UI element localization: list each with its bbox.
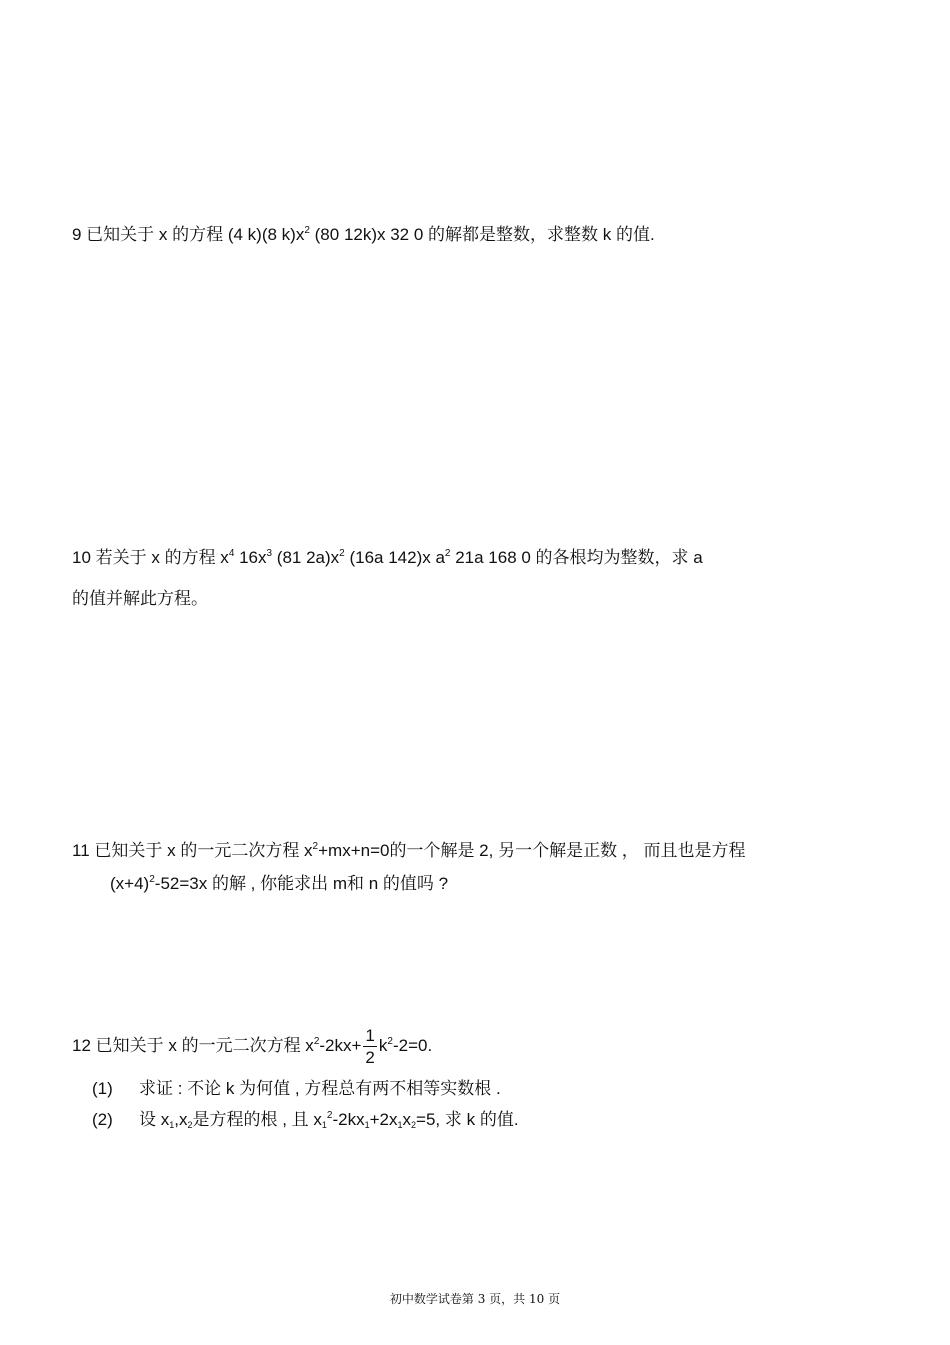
question-10-line-2 bbox=[72, 590, 208, 607]
q11-text-a: 11 已知关于 x 的一元二次方程 x bbox=[72, 841, 313, 860]
q12-text-c: k bbox=[378, 1035, 388, 1055]
q10-exp-1: 4 bbox=[228, 548, 235, 559]
question-12-part-1 bbox=[92, 1080, 501, 1097]
q12-part2-text-d: -2kx bbox=[332, 1110, 365, 1129]
q10-text-e: 21a 168 0 的各根均为整数，求 a bbox=[450, 548, 703, 567]
q12-part1-text: 求证 : 不论 k 为何值 , 方程总有两不相等实数根 . bbox=[139, 1079, 501, 1098]
q12-part2-text-g: x bbox=[402, 1110, 412, 1129]
q12-text-b: -2kx+ bbox=[319, 1035, 362, 1055]
question-10 bbox=[72, 549, 703, 566]
q12-fraction-denominator: 2 bbox=[365, 1048, 375, 1067]
q11-exp-1: 2 bbox=[312, 841, 319, 852]
q9-text-a: 9 已知关于 x 的方程 (4 k)(8 k)x bbox=[72, 225, 305, 244]
q12-part2-text-b: ,x bbox=[174, 1110, 188, 1129]
q12-part2-text-c: 是方程的根 , 且 x bbox=[192, 1110, 322, 1129]
q10-text-d: (16a 142)x a bbox=[344, 548, 445, 567]
q12-part1-number: (1) bbox=[92, 1079, 113, 1098]
q12-part2-sub-4: 1 bbox=[364, 1120, 370, 1130]
q12-exp-2: 2 bbox=[387, 1035, 393, 1047]
question-9 bbox=[72, 226, 655, 243]
page-footer bbox=[0, 1293, 950, 1305]
question-12-part-2 bbox=[92, 1111, 519, 1128]
q12-exp-1: 2 bbox=[313, 1035, 320, 1047]
q12-text-a: 12 已知关于 x 的一元二次方程 x bbox=[72, 1035, 314, 1055]
q12-part2-exp: 2 bbox=[326, 1110, 333, 1121]
q10-text-b: 16x bbox=[234, 548, 267, 567]
question-11 bbox=[72, 842, 746, 859]
q9-exponent: 2 bbox=[304, 225, 310, 236]
q12-part2-text-h: =5, 求 k 的值. bbox=[416, 1110, 519, 1129]
q12-part2-sub-2: 2 bbox=[187, 1120, 193, 1130]
q12-part2-sub-1: 1 bbox=[169, 1120, 175, 1130]
q10-text-c: (81 2a)x bbox=[272, 548, 340, 567]
q12-part2-sub-5: 1 bbox=[397, 1120, 403, 1130]
q10-exp-4: 2 bbox=[444, 548, 451, 559]
question-12 bbox=[72, 1027, 432, 1066]
q11-text-d: -52=3x 的解 , 你能求出 m和 n 的值吗 ? bbox=[154, 874, 449, 893]
q10-line2-text: 的值并解此方程。 bbox=[72, 589, 208, 608]
q12-part2-sub-6: 2 bbox=[411, 1120, 417, 1130]
q12-part2-text-a: 设 x bbox=[139, 1110, 170, 1129]
q11-text-c: (x+4) bbox=[110, 874, 150, 893]
q12-part2-sub-3: 1 bbox=[321, 1120, 327, 1130]
q10-exp-3: 2 bbox=[339, 548, 345, 559]
page-number-text: 初中数学试卷第 3 页，共 10 页 bbox=[389, 1292, 561, 1306]
q10-exp-2: 3 bbox=[266, 548, 273, 559]
q12-part2-text-f: +2x bbox=[369, 1110, 398, 1129]
q12-fraction bbox=[363, 1027, 376, 1066]
q11-text-b: +mx+n=0的一个解是 2, 另一个解是正数 ， 而且也是方程 bbox=[318, 841, 746, 860]
q9-text-b: (80 12k)x 32 0 的解都是整数，求整数 k 的值. bbox=[309, 225, 655, 244]
q12-fraction-numerator: 1 bbox=[365, 1026, 375, 1045]
q12-part2-number: (2) bbox=[92, 1110, 113, 1129]
question-11-line-2 bbox=[110, 875, 448, 892]
q12-text-d: -2=0. bbox=[392, 1035, 433, 1055]
q11-exp-2: 2 bbox=[149, 874, 155, 885]
q10-text-a: 10 若关于 x 的方程 x bbox=[72, 548, 229, 567]
